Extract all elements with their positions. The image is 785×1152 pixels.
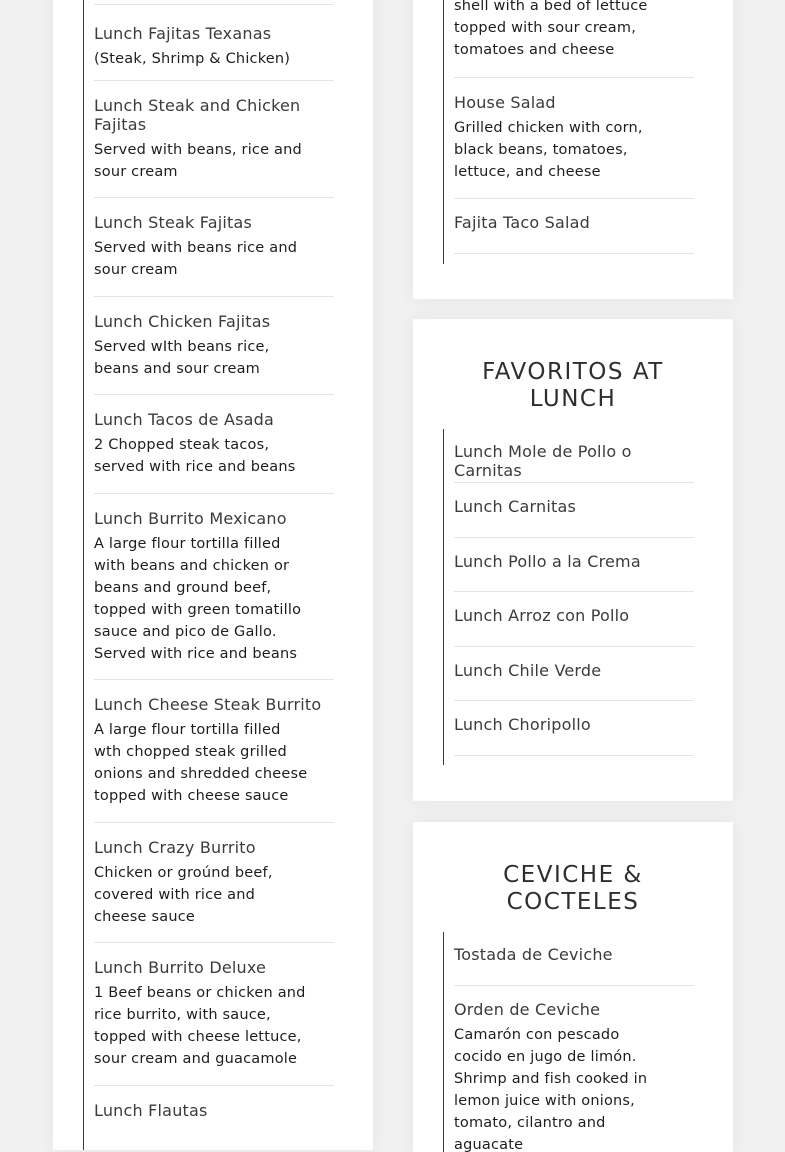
menu-item-description: A large flour tortilla filled wth chopped steak grilled onions and shredded cheese topped with cheese sauce [94, 722, 308, 804]
menu-item-description: Served wIth beans rice, beans and sour cream [94, 339, 270, 377]
menu-item [84, 297, 334, 395]
menu-item [444, 483, 694, 538]
menu-item [444, 592, 694, 647]
menu-item [444, 538, 694, 592]
menu-item [84, 198, 334, 297]
section-heading: CEVICHE & COCTELES [503, 862, 643, 915]
menu-item-title: Lunch Choripollo [454, 715, 591, 734]
menu-item-title: Lunch Arroz con Pollo [454, 606, 630, 625]
menu-list-favoritos [443, 429, 694, 765]
menu-item-title: Lunch Carnitas [454, 497, 577, 516]
menu-item-description: 2 Chopped steak tacos, served with rice and beans [94, 437, 296, 475]
menu-item-title: Orden de Ceviche [454, 1000, 601, 1019]
menu-item-description: Grilled chicken with corn, black beans, tomatoes, lettuce, and cheese [454, 120, 643, 180]
menu-item [84, 943, 334, 1086]
section-heading: FAVORITOS AT LUNCH [482, 359, 664, 412]
divider [454, 253, 694, 254]
menu-item-title: Lunch Fajitas Texanas [94, 24, 272, 43]
menu-item [444, 647, 694, 701]
menu-list-ceviche [443, 932, 694, 1152]
menu-item-description: Served with beans rice and sour cream [94, 240, 298, 278]
menu-list-lunch-specials [83, 0, 334, 1150]
menu-item [84, 680, 334, 823]
menu-card-lunch-specials [53, 0, 373, 1150]
divider [454, 755, 694, 756]
menu-item [84, 1086, 334, 1150]
menu-item [444, 429, 694, 483]
menu-item [444, 0, 694, 78]
menu-item-title: Lunch Crazy Burrito [94, 838, 256, 857]
menu-item-description: A large flour tortilla filled with beans and chicken or beans and ground beef, topped with green tomatillo sauce and pico de Gallo. Served with rice and beans [94, 536, 302, 662]
menu-item-title: House Salad [454, 93, 556, 112]
menu-item-title: Lunch Tacos de Asada [94, 410, 275, 429]
menu-item [444, 78, 694, 199]
menu-item-title: Lunch Steak and Chicken Fajitas [94, 96, 301, 134]
menu-item-description: 1 Beef beans or chicken and rice burrito, with sauce, topped with cheese lettuce, sour cream and guacamole [94, 985, 306, 1067]
menu-item [84, 823, 334, 943]
menu-item [444, 199, 694, 254]
menu-item-title: Fajita Taco Salad [454, 213, 590, 232]
menu-item [444, 701, 694, 756]
menu-item [444, 932, 694, 986]
menu-item-description: Camarón con pescado cocido en jugo de limón. Shrimp and fish cooked in lemon juice with onions, tomato, cilantro and aguacate [454, 1027, 648, 1152]
menu-item-description: Chicken or groúnd beef, covered with rice and cheese sauce [94, 865, 273, 925]
menu-item [84, 5, 334, 81]
menu-item-title: Lunch Burrito Deluxe [94, 958, 267, 977]
menu-item-title: Lunch Chile Verde [454, 661, 602, 680]
menu-item-description: (Steak, Shrimp & Chicken) [94, 51, 291, 67]
menu-item-description: Served with beans, rice and sour cream [94, 142, 302, 180]
menu-list-salads [443, 0, 694, 264]
menu-item-title: Lunch Chicken Fajitas [94, 312, 271, 331]
menu-item-title: Lunch Cheese Steak Burrito [94, 695, 322, 714]
menu-item-title: Tostada de Ceviche [454, 945, 613, 964]
menu-item [84, 494, 334, 680]
menu-item-title: Lunch Steak Fajitas [94, 213, 253, 232]
menu-card-favoritos [413, 319, 733, 801]
menu-item [84, 395, 334, 494]
menu-item-title: Lunch Pollo a la Crema [454, 552, 641, 571]
menu-item-title: Lunch Mole de Pollo o Carnitas [454, 442, 632, 480]
menu-card-ceviche [413, 822, 733, 1152]
menu-item-title: Lunch Burrito Mexicano [94, 509, 287, 528]
menu-item-title: Lunch Flautas [94, 1101, 208, 1120]
menu-item [84, 81, 334, 198]
menu-card-salads [413, 0, 733, 299]
menu-item-description: shell with a bed of lettuce topped with sour cream, tomatoes and cheese [454, 0, 648, 58]
menu-item [444, 986, 694, 1152]
